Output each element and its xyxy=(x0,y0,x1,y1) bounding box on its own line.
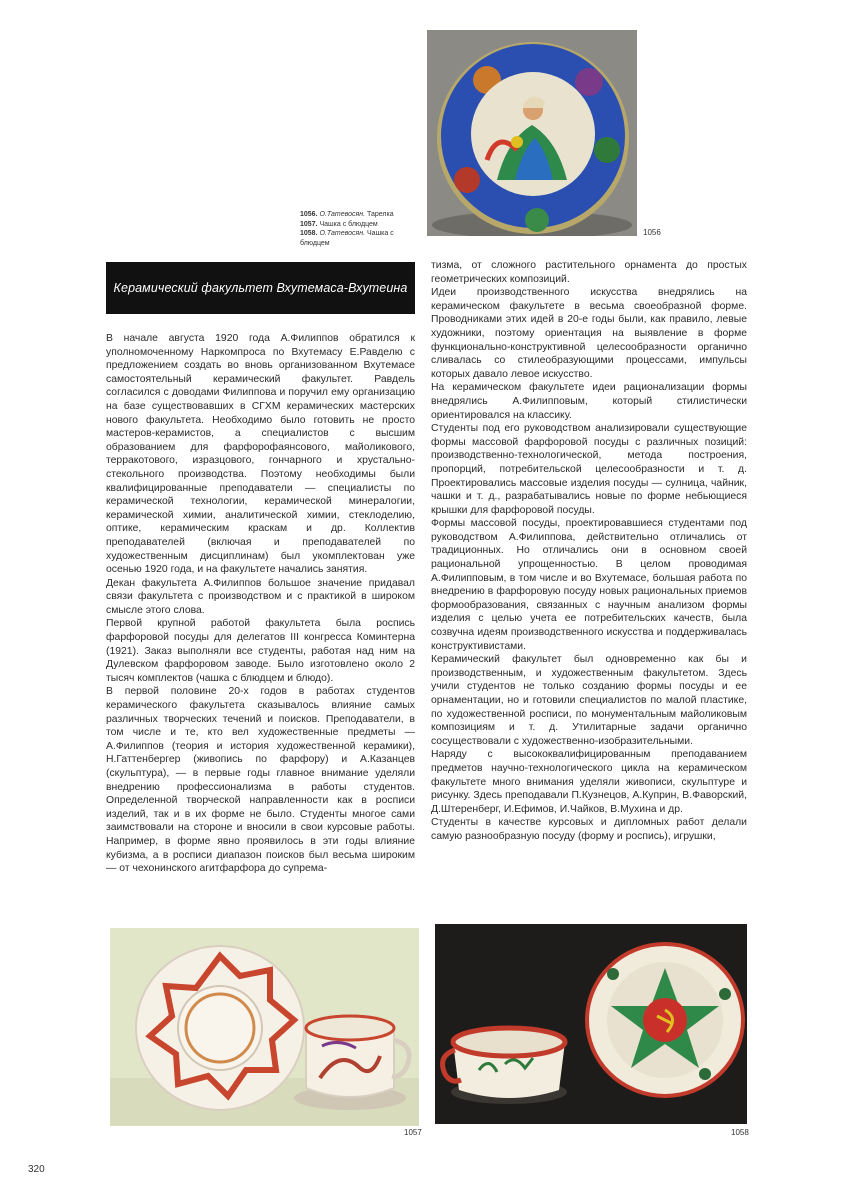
right-text-column xyxy=(431,259,747,844)
paragraph: Первой крупной работой факультета была роспись фарфоровой посуды для делегатов III конгресса Коминтерна (1921). Заказ выполняли все студенты, работая над ним на Дулевском фарфоровом заводе. Было изготовлено около 2 тысяч комплектов (чашка с блюдцем и блюдо). xyxy=(106,618,415,684)
figure-number-1058: 1058 xyxy=(731,1128,749,1137)
caption-1057-text: Чашка с блюдцем xyxy=(317,220,378,228)
caption-1058-text: Чашка с блюдцем xyxy=(300,230,394,247)
paragraph: Формы массовой посуды, проектировавшиеся студентами под руководством А.Филиппова, действительно отличались от традиционных. Но отличались они в основном своей рациональной упрощенностью. В целом проводимая А.Филипповым, в том числе и во Вхутемасе, большая работа по внедрению в фарфоровую посуду новых рациональных приемов формообразования, связанных с научным анализом формы изделия с целью учета ее потребительских качеств, была созвучна идеям производственного искусства и поддерживалась конструктивистами. xyxy=(431,518,747,652)
caption-1058-author: О.Татевосян. xyxy=(319,230,366,237)
paragraph: Декан факультета А.Филиппов большое значение придавал связи факультета с производством и с практикой в широком смысле этого слова. xyxy=(106,577,415,616)
page-number: 320 xyxy=(28,1164,45,1175)
paragraph: В первой половине 20-х годов в работах студентов керамического факультета сказывалось влияние самых различных творческих течений и поисков. Преподаватели, в том числе и те, кто вел художественные предметы — А.Филиппов (теория и история художественной керамики), Н.Гаттенбергер (живопись по фарфору) и А.Казанцев (скульптура), — в первые годы главное внимание уделяли внедрению профессионализма в работы студентов. Определенной творческой направленности как в росписи изделий, так и в их форме не было. Студенты многое сами заимствовали на стороне и вносили в свои курсовые работы. Например, в форме явно проявилось в эти годы влияние кубизма, а в росписи диапазон поисков был весьма широким — от чехонинского агитфарфора до супрема- xyxy=(106,686,415,875)
figure-number-1057: 1057 xyxy=(404,1128,422,1137)
section-heading: Керамический факультет Вхутемаса-Вхутеина xyxy=(113,281,408,295)
paragraph: тизма, от сложного растительного орнамента до простых геометрических композиций. xyxy=(431,260,747,285)
paragraph: Наряду с высококвалифицированным преподаванием предметов научно-технологического цикла на керамическом факультете много внимания уделяли живописи, скульптуре и рисунку. Здесь преподавали П.Кузнецов, А.Куприн, В.Фаворский, Д.Штеренберг, И.Ефимов, И.Чайков, В.Мухина и др. xyxy=(431,749,747,815)
caption-1057-number: 1057. xyxy=(300,220,318,228)
caption-1056-number: 1056. xyxy=(300,211,318,218)
photo-cup-saucer-1057 xyxy=(110,928,419,1126)
paragraph: Студенты под его руководством анализировали существующие формы массовой фарфоровой посуды с различных позиций: производственно-технологической, метода построения, пропорций, потребительской целесообразности и т. д. Проектировались массовые изделия посуды — сулница, чайник, чашки и т. д., разрабатывались новые по форме небьющиеся крышки для фарфоровой посуды. xyxy=(431,423,747,516)
section-heading-banner xyxy=(106,262,415,314)
caption-1056-author: О.Татевосян. xyxy=(319,211,366,218)
paragraph: В начале августа 1920 года А.Филиппов обратился к уполномоченному Наркомпроса по Вхутемасу Е.Равделю с предложением создать во вновь организованном Вхутемасе самостоятельный керамический факультет. Равдель согласился с доводами Филиппова и поручил ему организацию на базе существовавших в СГХМ керамических мастерских нового факультета. Необходимо было готовить не просто мастеров-керамистов, а специалистов с высшим образованием для фарфорофаянсового, майоликового, терракотового, изразцового, гончарного и хрустально-стекольного производства. Поэтому необходимы были квалифицированные преподаватели — специалисты по керамической технологии, керамической минералогии, керамической химии, аналитической химии, стеклоделию, оптике, керамическим краскам и др. Коллектив преподавателей (включая и преподавателей по художественным дисциплинам) был укомплектован уже осенью 1920 года, и на факультете начались занятия. xyxy=(106,333,415,576)
paragraph: Керамический факультет был одновременно как бы и производственным, и художественным факультетом. Здесь учили студентов не только созданию формы посуды и ее орнаментации, но и готовили специалистов по малой пластике, по художественной росписи, по монументальным майоликовым композициям и т. д. Утилитарные задачи органично сосуществовали с художественно-изобразительными. xyxy=(431,654,747,747)
caption-1056-text: Тарелка xyxy=(365,211,394,218)
figure-number-1056: 1056 xyxy=(643,228,661,237)
paragraph: Идеи производственного искусства внедрялись на керамическом факультете в весьма своеобразной форме. Проводниками этих идей в 20-е годы были, как правило, левые художники, поэтому ориентация на выявление в форме функционально-конструктивной целесообразности органично сливалась со стилеобразующими процессами, импульсы которых давало левое искусство. xyxy=(431,287,747,380)
caption-1056 xyxy=(300,210,425,220)
caption-1057 xyxy=(300,220,425,230)
paragraph: На керамическом факультете идеи рационализации формы внедрялись А.Филипповым, который стилистически ориентировался на классику. xyxy=(431,382,747,421)
caption-1058 xyxy=(300,229,425,248)
paragraph: Студенты в качестве курсовых и дипломных работ делали самую разнообразную посуду (форму и роспись), игрушки, xyxy=(431,817,747,842)
caption-1058-number: 1058. xyxy=(300,230,318,237)
photo-plate-1056 xyxy=(427,30,637,236)
photo-cup-saucer-1058 xyxy=(435,924,747,1124)
left-text-column xyxy=(106,332,415,876)
figure-captions xyxy=(300,210,425,248)
